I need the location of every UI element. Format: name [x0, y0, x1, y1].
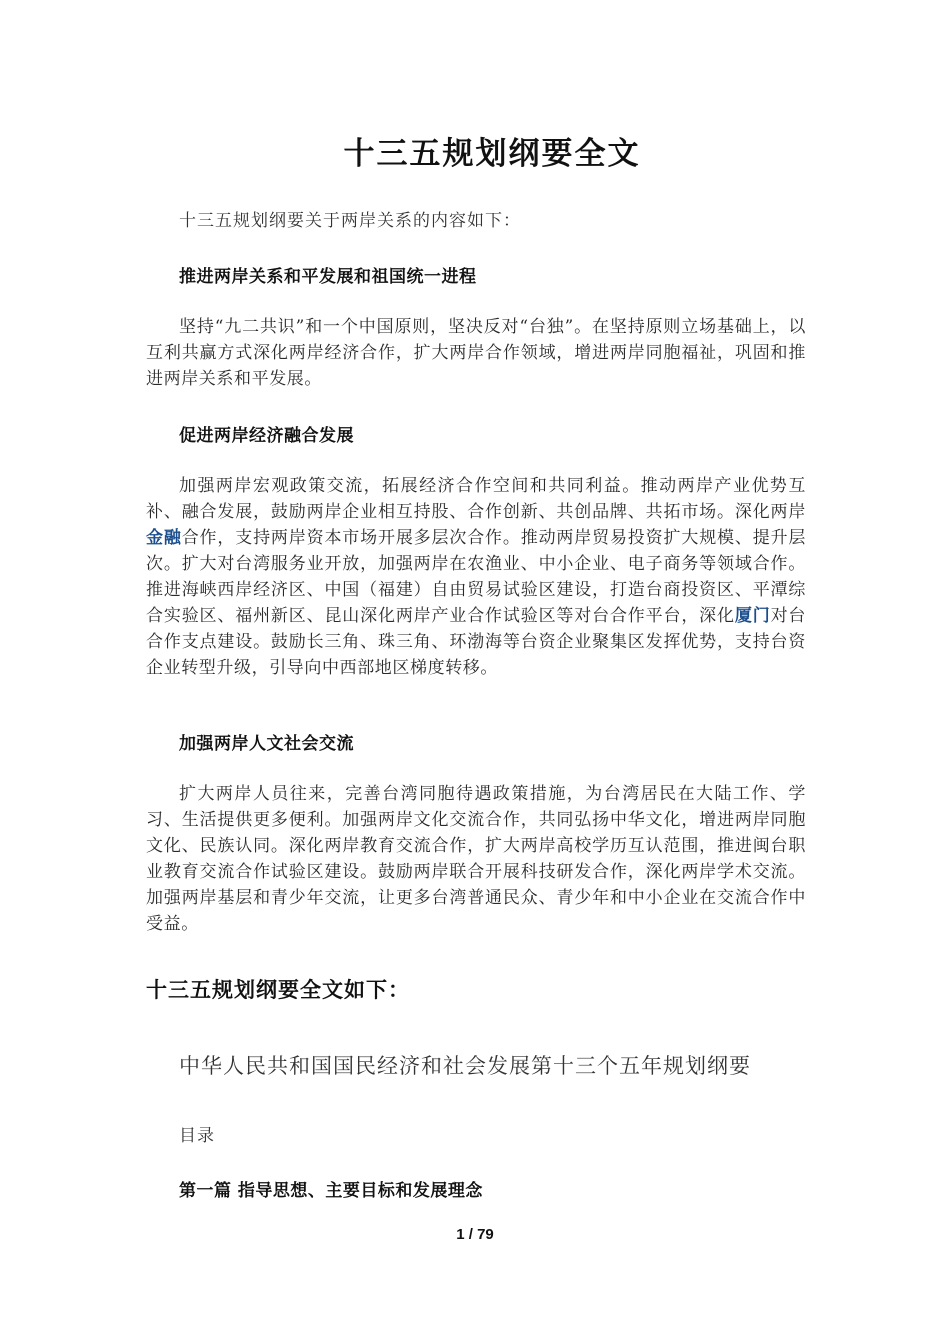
section-paragraph-economic-integration	[146, 473, 806, 681]
section-paragraph-cultural-exchange: 扩大两岸人员往来，完善台湾同胞待遇政策措施，为台湾居民在大陆工作、学习、生活提供更多便利。加强两岸文化交流合作，共同弘扬中华文化，增进两岸同胞文化、民族认同。深化两岸教育交流合作，扩大两岸高校学历互认范围，推进闽台职业教育交流合作试验区建设。鼓励两岸联合开展科技研发合作，深化两岸学术交流。加强两岸基层和青少年交流，让更多台湾普通民众、青少年和中小企业在交流合作中受益。	[146, 784, 806, 934]
finance-link[interactable]: 金融	[146, 528, 182, 548]
page-number: 1 / 79	[456, 1226, 494, 1243]
part1-heading: 第一篇 指导思想、主要目标和发展理念	[179, 1181, 483, 1201]
plan-subtitle: 中华人民共和国国民经济和社会发展第十三个五年规划纲要	[179, 1054, 751, 1078]
paragraph-text: 加强两岸宏观政策交流，拓展经济合作空间和共同利益。推动两岸产业优势互补、融合发展，鼓励两岸企业相互持股、合作创新、共创品牌、共拓市场。深化两岸	[146, 476, 806, 522]
paragraph-text: 对台合作支点建设。鼓励长三角、珠三角、环渤海等台资企业聚集区发挥优势，支持台资企业转型升级，引导向中西部地区梯度转移。	[146, 606, 807, 678]
section-heading-economic-integration: 促进两岸经济融合发展	[179, 426, 354, 446]
section-heading-peaceful-development: 推进两岸关系和平发展和祖国统一进程	[179, 267, 477, 287]
xiamen-link[interactable]: 厦门	[734, 606, 771, 626]
document-title: 十三五规划纲要全文	[343, 136, 641, 172]
intro-text: 十三五规划纲要关于两岸关系的内容如下：	[179, 211, 521, 231]
paragraph-text: 合作，支持两岸资本市场开展多层次合作。推动两岸贸易投资扩大规模、提升层次。扩大对台湾服务业开放，加强两岸在农渔业、中小企业、电子商务等领域合作。推进海峡西岸经济区、中国（福建）自由贸易试验区建设，打造台商投资区、平潭综合实验区、福州新区、昆山深化两岸产业合作试验区等对台合作平台，深化	[146, 528, 807, 626]
section-paragraph-peaceful-development: 坚持“九二共识”和一个中国原则，坚决反对“台独”。在坚持原则立场基础上，以互利共赢方式深化两岸经济合作，扩大两岸合作领域，增进两岸同胞福祉，巩固和推进两岸关系和平发展。	[146, 317, 806, 389]
toc-label: 目录	[179, 1126, 215, 1146]
section-heading-cultural-exchange: 加强两岸人文社会交流	[179, 734, 354, 754]
fulltext-heading: 十三五规划纲要全文如下：	[146, 977, 410, 1002]
